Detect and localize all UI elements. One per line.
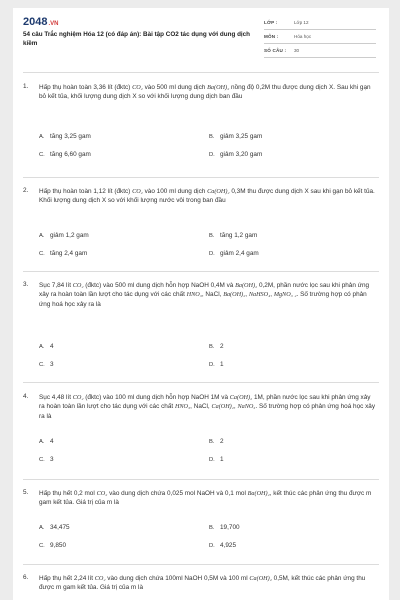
chemical-formula: HNO₃ xyxy=(186,291,202,299)
option-text: 3 xyxy=(50,361,54,368)
option-text: 3 xyxy=(50,456,54,463)
question-text-segment: vào 500 ml dung dịch xyxy=(142,84,208,91)
answer-option[interactable] xyxy=(39,232,89,239)
option-text: 34,475 xyxy=(50,524,70,531)
answer-option[interactable] xyxy=(209,361,224,368)
option-letter: D. xyxy=(209,251,215,257)
chemical-formula: NaNO₃ xyxy=(237,403,256,411)
option-letter: C. xyxy=(39,152,45,158)
option-text: tăng 2,4 gam xyxy=(50,250,88,257)
question-text-segment: 0,3M thu được dung dịch X sau khi gạn bỏ kết tủa. Khối lượng dung dịch X so với khối lượng nước vôi trong ban đầu xyxy=(39,188,375,205)
question-number: 3. xyxy=(23,281,29,288)
chemical-formula: CO₂ xyxy=(96,490,108,497)
option-letter: B. xyxy=(209,344,215,350)
meta-count xyxy=(264,45,376,58)
question-text xyxy=(39,83,377,102)
chemical-formula: CO₂ xyxy=(94,575,106,582)
option-text: 4,925 xyxy=(220,542,236,549)
option-letter: C. xyxy=(39,251,45,257)
meta-label: MÔN : xyxy=(264,34,279,39)
question-text-segment: Hấp thụ hết 0,2 mol xyxy=(39,490,97,497)
question-text xyxy=(39,574,377,593)
question-text-segment: , NaCl, xyxy=(190,403,212,411)
meta-value: 30 xyxy=(294,48,300,53)
option-text: 1 xyxy=(220,456,224,463)
answer-option[interactable] xyxy=(209,438,224,445)
meta-value: Hóa học xyxy=(294,34,312,39)
chemical-formula: Ba(OH)₂ xyxy=(247,490,270,497)
question-divider xyxy=(23,177,379,178)
answer-option[interactable] xyxy=(39,456,54,463)
option-letter: A. xyxy=(39,439,45,445)
answer-option[interactable] xyxy=(39,151,91,158)
meta-subject xyxy=(264,31,376,44)
option-text: giảm 3,20 gam xyxy=(220,151,263,158)
question-text-segment: , xyxy=(245,291,249,299)
option-letter: A. xyxy=(39,134,45,140)
chemical-formula: CO₂ xyxy=(72,282,84,289)
question-text xyxy=(39,281,377,309)
site-logo[interactable] xyxy=(23,16,59,28)
option-letter: B. xyxy=(209,525,215,531)
answer-option[interactable] xyxy=(39,542,66,549)
question-text-segment: (đktc) vào 100 ml dung dịch hỗn hợp NaOH 1M và xyxy=(83,394,230,401)
question-text-segment: , NaCl, xyxy=(201,291,224,299)
document-title: 54 câu Trắc nghiệm Hóa 12 (có đáp án): Bài tập CO2 tác dụng với dung dịch kiềm xyxy=(23,31,251,47)
question-text-segment: , xyxy=(270,291,274,299)
answer-option[interactable] xyxy=(209,232,257,239)
option-text: 19,700 xyxy=(220,524,240,531)
chemical-formula: Ba(OH)₂ xyxy=(223,291,246,299)
question-text-segment: (đktc) vào 500 ml dung dịch hỗn hợp NaOH 0,4M và xyxy=(83,282,236,289)
document-header xyxy=(13,8,389,60)
question-text-segment: 1M, phần nước lọc sau khi phản ứng xảy ra hoàn toàn lần lượt cho tác dụng với các chất xyxy=(39,394,371,411)
chemical-formula: Ca(OH)₂ xyxy=(229,394,253,401)
chemical-formula: Ba(OH)₂ xyxy=(207,84,230,91)
chemical-formula: Ca(OH)₂ xyxy=(207,188,230,195)
question-text-segment: 0,5M, kết thúc các phản ứng thu được m gam kết tủa. Giá trị của m là xyxy=(39,575,366,592)
option-text: tăng 6,60 gam xyxy=(50,151,91,158)
answer-option[interactable] xyxy=(209,133,262,140)
logo-text: 2048 xyxy=(23,16,48,28)
question-number: 6. xyxy=(23,574,29,581)
option-letter: A. xyxy=(39,233,45,239)
question-number: 1. xyxy=(23,83,29,90)
option-letter: A. xyxy=(39,525,45,531)
chemical-formula: CO₂ xyxy=(132,188,143,195)
option-letter: D. xyxy=(209,457,215,463)
answer-option[interactable] xyxy=(209,456,224,463)
question-number: 2. xyxy=(23,187,29,194)
meta-label: SỐ CÂU : xyxy=(264,48,287,53)
question-number: 5. xyxy=(23,489,29,496)
chemical-formula: HNO₃ xyxy=(174,403,191,411)
option-letter: D. xyxy=(209,152,215,158)
question-text-segment: vào 100 ml dung dịch xyxy=(142,188,208,195)
option-text: giảm 1,2 gam xyxy=(50,232,89,239)
question-text-segment: nồng độ 0,2M thu được dung dịch X. Sau khi gạn bỏ kết tủa, khối lượng dung dịch X so với khối lượng dung dịch ban đầu xyxy=(39,84,371,101)
option-letter: C. xyxy=(39,362,45,368)
option-text: tăng 1,2 gam xyxy=(220,232,258,239)
option-text: 2 xyxy=(220,343,224,350)
option-letter: B. xyxy=(209,134,215,140)
chemical-formula: CO₂ xyxy=(72,394,84,401)
question-number: 4. xyxy=(23,393,29,400)
option-letter: A. xyxy=(39,344,45,350)
logo-tld: .VN xyxy=(48,21,59,27)
meta-value: Lớp 12 xyxy=(294,20,309,25)
answer-option[interactable] xyxy=(209,250,259,257)
answer-option[interactable] xyxy=(39,343,54,350)
answer-option[interactable] xyxy=(39,250,87,257)
option-text: tăng 3,25 gam xyxy=(50,133,91,140)
question-text-segment: Sục 7,84 lít xyxy=(39,282,73,289)
question-divider xyxy=(23,564,379,565)
option-letter: D. xyxy=(209,362,215,368)
option-letter: B. xyxy=(209,233,215,239)
meta-class xyxy=(264,17,376,30)
option-text: 4 xyxy=(50,438,54,445)
option-text: giảm 2,4 gam xyxy=(220,250,259,257)
question-text-segment: , xyxy=(233,403,238,411)
question-divider xyxy=(23,271,379,272)
option-text: 2 xyxy=(220,438,224,445)
answer-option[interactable] xyxy=(39,438,54,445)
option-text: 9,850 xyxy=(50,542,66,549)
answer-option[interactable] xyxy=(39,361,54,368)
option-text: 4 xyxy=(50,343,54,350)
question-text xyxy=(39,489,377,508)
question-text-segment: Hấp thụ hết 2,24 lít xyxy=(39,575,95,582)
question-text-segment: 0,2M, phần nước lọc sau khi phản ứng xảy ra hoàn toàn lần lượt cho tác dụng với các chất xyxy=(39,282,370,299)
chemical-formula: CO₂ xyxy=(132,84,143,91)
header-divider xyxy=(23,72,379,73)
chemical-formula: Ca(OH)₂ xyxy=(211,403,234,411)
question-text-segment: . Số trường hợp có phản ứng hoá học xảy ra là xyxy=(39,403,376,420)
answer-option[interactable] xyxy=(209,343,224,350)
answer-option[interactable] xyxy=(39,133,91,140)
question-text xyxy=(39,393,377,421)
question-text-segment: Sục 4,48 lít xyxy=(39,394,73,401)
meta-label: LỚP : xyxy=(264,20,278,25)
question-text-segment: . Số trường hợp có phản ứng hoá học xảy ra là xyxy=(39,291,367,308)
question-text-segment: , kết thúc các phản ứng thu được m gam kết tủa. Giá trị của m là xyxy=(39,490,372,507)
answer-option[interactable] xyxy=(39,524,70,531)
question-divider xyxy=(23,382,379,383)
option-letter: B. xyxy=(209,439,215,445)
chemical-formula: Ba(OH)₂ xyxy=(235,282,258,289)
answer-option[interactable] xyxy=(209,542,236,549)
chemical-formula: Ca(OH)₂ xyxy=(249,575,272,582)
question-divider xyxy=(23,479,379,480)
answer-option[interactable] xyxy=(209,151,262,158)
option-letter: D. xyxy=(209,543,215,549)
option-text: 1 xyxy=(220,361,224,368)
answer-option[interactable] xyxy=(209,524,240,531)
question-text-segment: Hấp thụ hoàn toàn 1,12 lít (đktc) xyxy=(39,188,133,195)
question-text-segment: vào dung dịch chứa 100ml NaOH 0,5M và 100 ml xyxy=(105,575,250,582)
question-text-segment: Hấp thụ hoàn toàn 3,36 lít (đktc) xyxy=(39,84,133,91)
document-page xyxy=(13,8,389,600)
question-text-segment: vào dung dịch chứa 0,025 mol NaOH và 0,1 mol xyxy=(107,490,248,497)
question-text xyxy=(39,187,377,206)
option-letter: C. xyxy=(39,543,45,549)
option-text: giảm 3,25 gam xyxy=(220,133,263,140)
option-letter: C. xyxy=(39,457,45,463)
chemical-formula: MgNO₃ ₂ xyxy=(273,291,297,299)
chemical-formula: NaHSO₄ xyxy=(248,291,271,299)
